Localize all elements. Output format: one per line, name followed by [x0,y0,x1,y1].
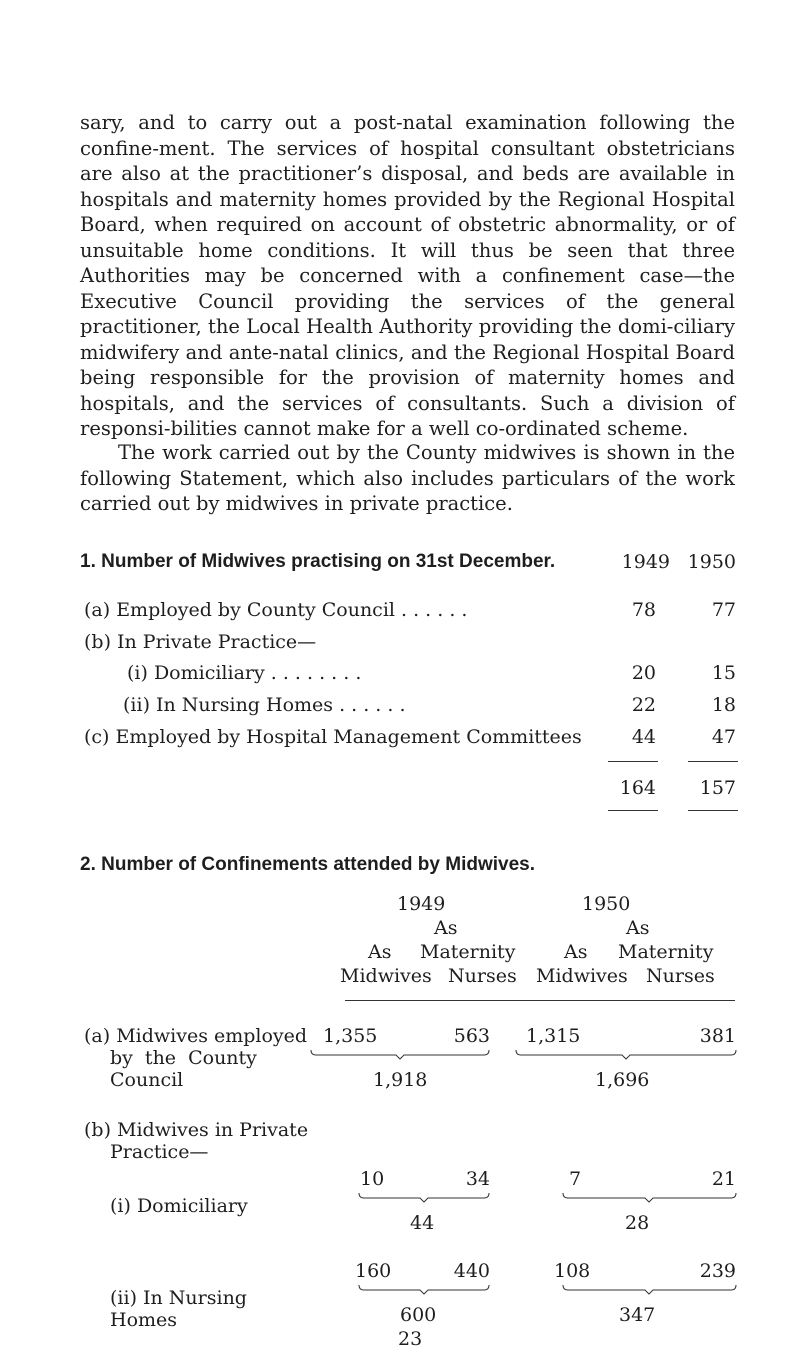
s2-bi-label: (i) Domiciliary [110,1195,248,1217]
s2-a-1950-mid: 1,315 [526,1025,581,1047]
s2-b-label-1: (b) Midwives in Private [84,1119,309,1141]
s2-col-as-mid-1949: As [368,941,392,963]
s2-col-nurses-1949: Nurses [448,965,517,987]
s2-a-1949-brace [310,1049,490,1061]
s2-b-label-2: Practice— [110,1141,209,1163]
s1-row-c-1950: 47 [711,726,736,748]
s2-bii-1949-total: 600 [400,1304,437,1326]
s2-bi-1950-total: 28 [625,1212,650,1234]
s2-a-1949-mid: 1,355 [323,1025,378,1047]
s2-a-label-1: (a) Midwives employed [84,1025,308,1047]
s2-year-1950: 1950 [582,893,631,915]
s1-total-rule-bottom-1949 [608,810,658,811]
s1-row-c-label: (c) Employed by Hospital Management Committees [84,726,582,748]
section2-heading: 2. Number of Confinements attended by Midwives. [80,854,536,875]
section1-year-1950: 1950 [687,551,736,573]
second-paragraph [80,440,735,517]
s2-col-midwives-1949: Midwives [340,965,432,987]
s2-bii-1950-total: 347 [619,1304,656,1326]
section1-heading: 1. Number of Midwives practising on 31st December. [80,551,556,572]
s2-col-as-mid-1950: As [564,941,588,963]
s2-bii-1949-mat: 440 [453,1260,490,1282]
s1-row-bi-1950: 15 [711,662,736,684]
s1-row-bii-label: (ii) In Nursing Homes . . . . . . [123,694,406,716]
s2-header-rule [345,1000,735,1001]
s2-a-1950-brace [515,1049,737,1061]
s2-col-maternity-1950: Maternity [618,941,714,963]
s2-col-midwives-1950: Midwives [536,965,628,987]
s2-a-1949-mat: 563 [453,1025,490,1047]
s2-bii-1950-mid: 108 [554,1260,591,1282]
s2-col-as-mat-1950: As [626,917,650,939]
s2-bii-1950-brace [562,1284,737,1296]
s2-bi-1949-mid: 10 [360,1168,385,1190]
s1-row-a-1949: 78 [631,599,656,621]
s1-row-bi-label: (i) Domiciliary . . . . . . . . [127,662,362,684]
second-paragraph-text: The work carried out by the County midwives is shown in the following Statement, which also includes particulars of the work carried out by midwives in private practice. [80,441,735,515]
s2-bi-1949-mat: 34 [465,1168,490,1190]
s1-row-a-1950: 77 [711,599,736,621]
s2-a-1950-mat: 381 [699,1025,736,1047]
s2-year-1949: 1949 [397,893,446,915]
s2-a-label-3: Council [110,1069,184,1091]
s1-row-bii-1950: 18 [711,694,736,716]
s2-bii-label-1: (ii) In Nursing [110,1287,247,1309]
s2-a-1950-total: 1,696 [595,1069,650,1091]
s1-total-rule-top-1950 [688,761,738,762]
s1-total-1950: 157 [699,777,736,799]
s2-bi-1950-mat: 21 [711,1168,736,1190]
s2-bi-1949-brace [358,1192,490,1204]
s2-col-maternity-1949: Maternity [420,941,516,963]
intro-paragraph-text: sary, and to carry out a post-natal examination following the confine-ment. The services of hospital consultant obstetricians are also at the practitioner’s disposal, and beds are available in hospitals and maternity homes provided by the Regional Hospital Board, when required on account of obstetric abnormality, or of unsuitable home conditions. It will thus be seen that three Authorities may be concerned with a confinement case—the Executive Council providing the services of the general practitioner, the Local Health Authority providing the domi-ciliary midwifery and ante-natal clinics, and the Regional Hospital Board being responsible for the provision of maternity homes and hospitals, and the services of consultants. Such a division of responsi-bilities cannot make for a well co-ordinated scheme. [80,111,735,440]
s1-total-rule-bottom-1950 [688,810,738,811]
s2-bi-1950-brace [562,1192,737,1204]
s1-row-bii-1949: 22 [631,694,656,716]
s2-a-1949-total: 1,918 [373,1069,428,1091]
s2-col-nurses-1950: Nurses [646,965,715,987]
s1-row-a-label: (a) Employed by County Council . . . . . . [84,599,468,621]
s2-a-label-2: by the County [110,1047,257,1069]
s2-bi-1949-total: 44 [410,1212,435,1234]
s1-total-rule-top-1949 [608,761,658,762]
s2-bi-1950-mid: 7 [569,1168,582,1190]
s1-total-1949: 164 [619,777,656,799]
s2-bii-1950-mat: 239 [699,1260,736,1282]
intro-paragraph [80,110,735,442]
s1-row-c-1949: 44 [631,726,656,748]
s2-bii-1949-mid: 160 [355,1260,392,1282]
s2-col-as-mat-1949: As [434,917,458,939]
page-number: 23 [398,1328,423,1350]
s1-row-bi-1949: 20 [631,662,656,684]
section1-year-1949: 1949 [621,551,670,573]
s2-bii-1949-brace [358,1284,490,1296]
s2-bii-label-2: Homes [110,1309,178,1331]
s1-row-b-label: (b) In Private Practice— [84,631,317,653]
